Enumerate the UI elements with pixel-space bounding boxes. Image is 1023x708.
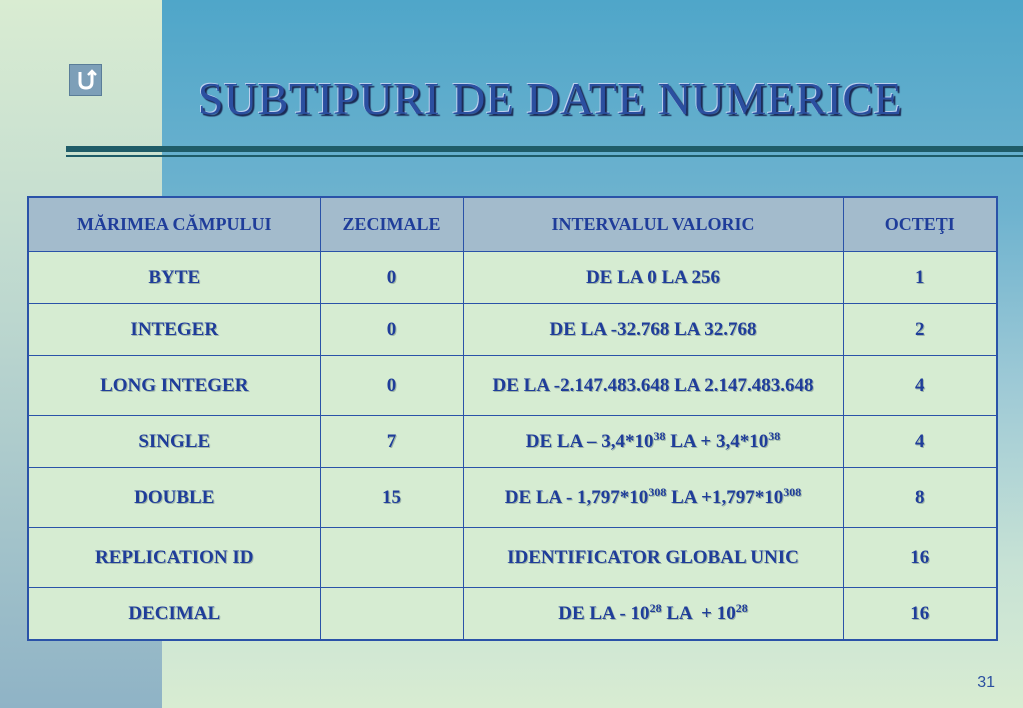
cell-value-range: DE LA – $3,4*10^{38}$ LA + $3,4*10^{38}$ [463, 416, 843, 468]
cell-field-size: SINGLE [28, 416, 320, 468]
cell-value-range: DE LA - $10^{28}$ LA + $10^{28}$ [463, 588, 843, 640]
cell-field-size: DECIMAL [28, 588, 320, 640]
cell-field-size: REPLICATION ID [28, 528, 320, 588]
cell-field-size: INTEGER [28, 304, 320, 356]
table-row [28, 356, 997, 416]
table-row [28, 416, 997, 468]
cell-value-range: DE LA -32.768 LA 32.768 [463, 304, 843, 356]
cell-decimals: 7 [320, 416, 463, 468]
table-row [28, 468, 997, 528]
cell-field-size: BYTE [28, 252, 320, 304]
cell-value-range: IDENTIFICATOR GLOBAL UNIC [463, 528, 843, 588]
slide-title: SUBTIPURI DE DATE NUMERICE [197, 73, 903, 124]
title-underline-thin [66, 155, 1023, 157]
cell-bytes: 16 [843, 528, 997, 588]
back-button[interactable] [69, 64, 102, 96]
cell-decimals: 0 [320, 252, 463, 304]
cell-decimals: 0 [320, 304, 463, 356]
header-value-range: INTERVALUL VALORIC [463, 197, 843, 252]
cell-decimals [320, 528, 463, 588]
cell-field-size: DOUBLE [28, 468, 320, 528]
cell-value-range: DE LA - $1,797*10^{308}$ LA $+1,797*10^{308}$ [463, 468, 843, 528]
header-field-size: MĂRIMEA CĂMPULUI [28, 197, 320, 252]
return-arrow-icon [75, 69, 97, 91]
table-row [28, 304, 997, 356]
cell-bytes: 4 [843, 416, 997, 468]
header-bytes: OCTEŢI [843, 197, 997, 252]
cell-field-size: LONG INTEGER [28, 356, 320, 416]
title-underline [66, 146, 1023, 152]
cell-bytes: 8 [843, 468, 997, 528]
cell-value-range: DE LA 0 LA 256 [463, 252, 843, 304]
table-row [28, 528, 997, 588]
cell-bytes: 1 [843, 252, 997, 304]
cell-decimals [320, 588, 463, 640]
cell-value-range: DE LA -2.147.483.648 LA 2.147.483.648 [463, 356, 843, 416]
cell-bytes: 2 [843, 304, 997, 356]
page-number: 31 [977, 674, 995, 691]
table-header-row [28, 197, 997, 252]
cell-bytes: 4 [843, 356, 997, 416]
table-row [28, 588, 997, 640]
cell-decimals: 0 [320, 356, 463, 416]
numeric-types-table [27, 196, 998, 641]
cell-decimals: 15 [320, 468, 463, 528]
table-row [28, 252, 997, 304]
cell-bytes: 16 [843, 588, 997, 640]
header-decimals: ZECIMALE [320, 197, 463, 252]
